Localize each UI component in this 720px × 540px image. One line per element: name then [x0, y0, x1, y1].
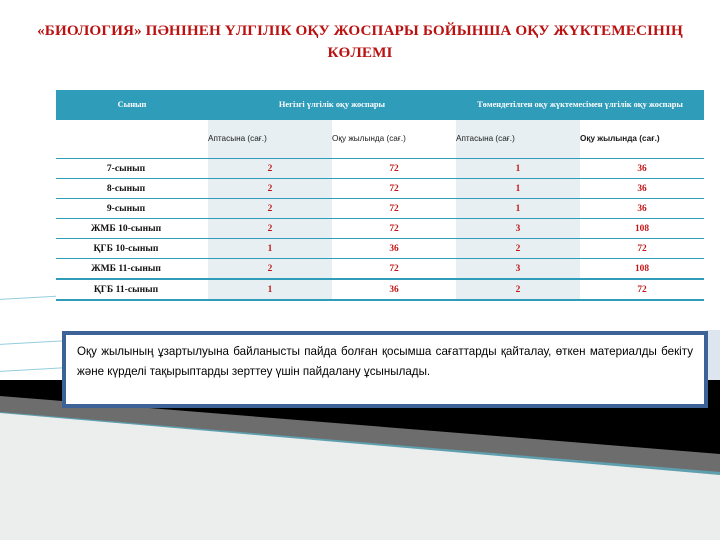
table-body	[56, 159, 704, 301]
header-sub-basic-per-year: Оқу жылында (сағ.)	[332, 120, 456, 159]
cell-basic-per-year: 36	[332, 279, 456, 300]
table-row	[56, 219, 704, 239]
cell-basic-per-year: 72	[332, 179, 456, 199]
cell-reduced-per-year: 36	[580, 159, 704, 179]
cell-reduced-per-year: 108	[580, 219, 704, 239]
table-row	[56, 179, 704, 199]
table-header-row-subcolumns	[56, 120, 704, 159]
cell-basic-per-week: 2	[208, 179, 332, 199]
cell-basic-per-year: 72	[332, 259, 456, 280]
cell-reduced-per-week: 2	[456, 279, 580, 300]
header-sub-reduced-per-year: Оқу жылында (сағ.)	[580, 120, 704, 159]
cell-reduced-per-year: 108	[580, 259, 704, 280]
header-group-basic-plan: Негізгі үлгілік оқу жоспары	[208, 90, 456, 120]
table-row	[56, 259, 704, 280]
cell-basic-per-year: 72	[332, 159, 456, 179]
background-right-accent	[706, 330, 720, 380]
page-title: «БИОЛОГИЯ» ПӘНІНЕН ҮЛГІЛІК ОҚУ ЖОСПАРЫ БОЙЫНША ОҚУ ЖҮКТЕМЕСІНІҢ КӨЛЕМІ	[37, 22, 683, 61]
cell-class-label: ҚГБ 11-сынып	[56, 279, 208, 300]
table-row	[56, 239, 704, 259]
cell-reduced-per-week: 3	[456, 259, 580, 280]
cell-reduced-per-week: 1	[456, 199, 580, 219]
table-row	[56, 279, 704, 300]
cell-class-label: ЖМБ 11-сынып	[56, 259, 208, 280]
study-load-table	[56, 90, 704, 301]
cell-class-label: ҚГБ 10-сынып	[56, 239, 208, 259]
cell-reduced-per-week: 1	[456, 179, 580, 199]
cell-basic-per-week: 2	[208, 159, 332, 179]
cell-class-label: 7-сынып	[56, 159, 208, 179]
cell-basic-per-week: 2	[208, 259, 332, 280]
cell-basic-per-year: 36	[332, 239, 456, 259]
cell-basic-per-year: 72	[332, 219, 456, 239]
header-sub-reduced-per-week: Аптасына (сағ.)	[456, 120, 580, 159]
cell-class-label: 9-сынып	[56, 199, 208, 219]
cell-reduced-per-week: 1	[456, 159, 580, 179]
table-header-row-groups	[56, 90, 704, 120]
cell-class-label: ЖМБ 10-сынып	[56, 219, 208, 239]
cell-basic-per-year: 72	[332, 199, 456, 219]
header-sub-blank	[56, 120, 208, 159]
recommendation-note-box	[62, 331, 708, 408]
cell-basic-per-week: 2	[208, 199, 332, 219]
cell-reduced-per-week: 2	[456, 239, 580, 259]
header-sub-basic-per-week: Аптасына (сағ.)	[208, 120, 332, 159]
header-class-column: Сынып	[56, 90, 208, 120]
cell-basic-per-week: 2	[208, 219, 332, 239]
header-group-reduced-plan: Төмендетілген оқу жүктемесімен үлгілік оқу жоспары	[456, 90, 704, 120]
cell-basic-per-week: 1	[208, 279, 332, 300]
cell-basic-per-week: 1	[208, 239, 332, 259]
table-row	[56, 159, 704, 179]
cell-reduced-per-year: 36	[580, 179, 704, 199]
table-row	[56, 199, 704, 219]
cell-reduced-per-year: 72	[580, 279, 704, 300]
cell-reduced-per-week: 3	[456, 219, 580, 239]
cell-class-label: 8-сынып	[56, 179, 208, 199]
cell-reduced-per-year: 72	[580, 239, 704, 259]
recommendation-note-text: Оқу жылының ұзартылуына байланысты пайда болған қосымша сағаттарды қайталау, өткен материалды бекіту және күрделі тақырыптарды зерттеу үшін пайдалану ұсынылады.	[77, 345, 693, 379]
cell-reduced-per-year: 36	[580, 199, 704, 219]
